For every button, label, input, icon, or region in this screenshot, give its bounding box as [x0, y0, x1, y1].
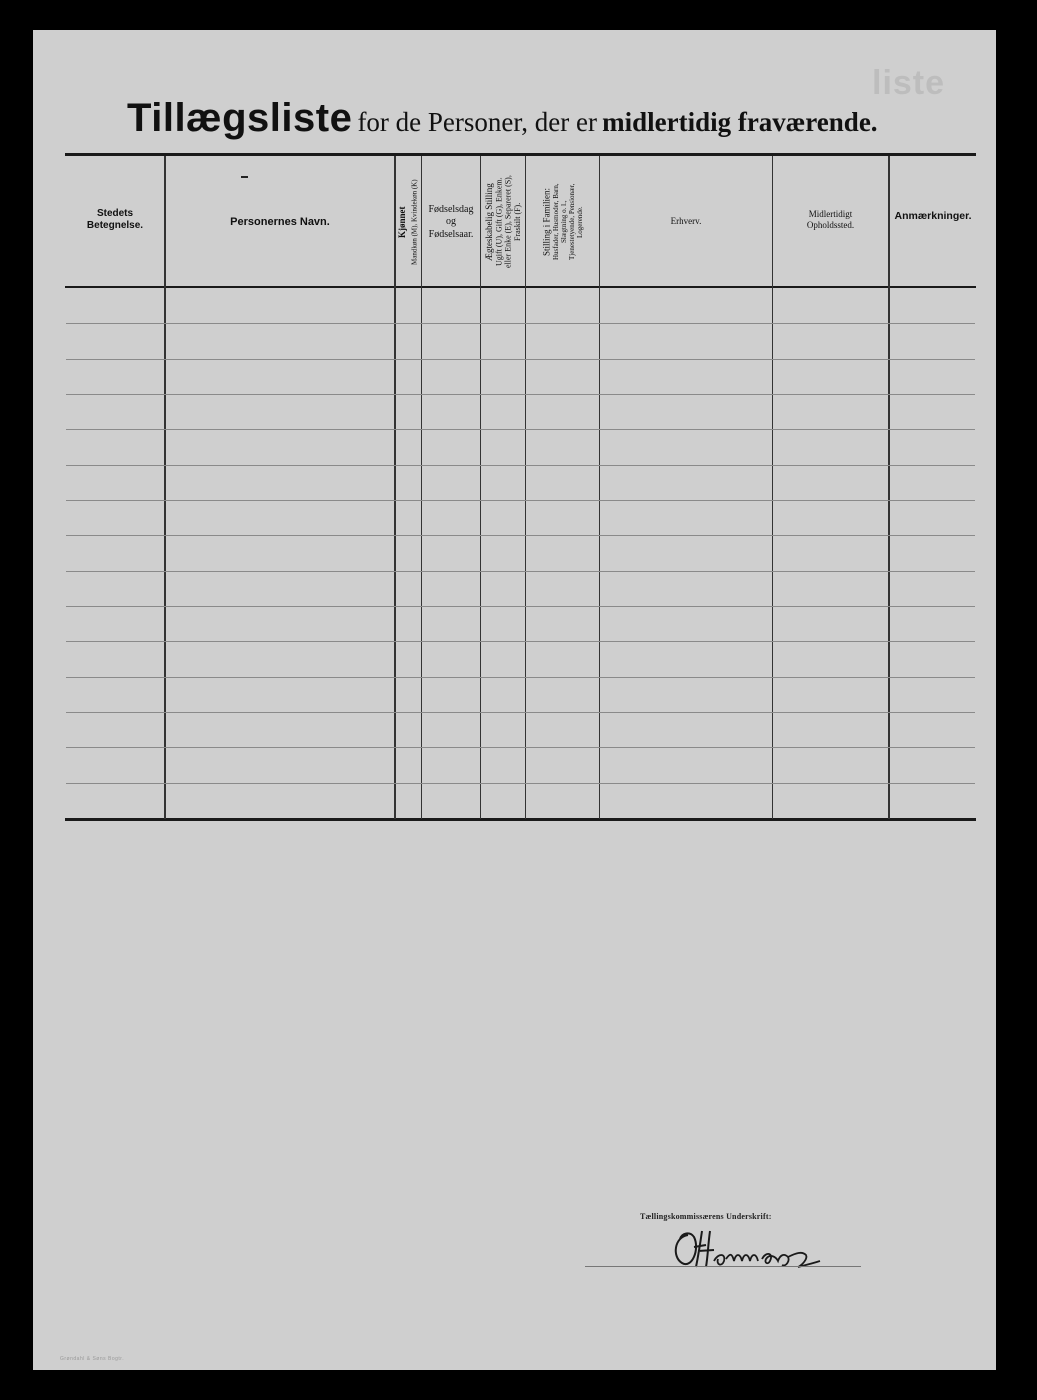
aegt-line4: Fraskilt (F).: [512, 202, 522, 242]
header-tick-mark: [241, 176, 248, 178]
stilling-line3: Slægtning o. l.,: [560, 200, 569, 244]
table-row-line: [66, 641, 975, 642]
table-row-line: [66, 783, 975, 784]
title-part2: midlertidig fraværende.: [602, 107, 878, 137]
column-separator: [888, 156, 890, 819]
table-row-line: [66, 500, 975, 501]
stilling-line5: Logerende.: [576, 206, 585, 238]
handwritten-signature: [670, 1223, 830, 1275]
fodsel-line3: Fødselsaar.: [428, 228, 474, 240]
column-separator: [164, 156, 166, 819]
col-header-stilling: [527, 160, 599, 284]
fodsel-line1: Fødselsdag: [428, 203, 474, 215]
col-header-sted: [66, 200, 164, 240]
title-main: Tillægsliste: [127, 96, 353, 140]
aegt-line3: eller Enke (E), Separeret (S),: [503, 175, 513, 269]
column-separator: [525, 156, 526, 819]
col-header-navn: Personernes Navn.: [230, 216, 330, 229]
table-row-line: [66, 712, 975, 713]
col-header-anm: Anmærkninger.: [894, 210, 972, 223]
title-part1: for de Personer, der er: [357, 107, 597, 137]
col-header-erhverv: Erhverv.: [670, 216, 702, 227]
ophold-line2: Opholdssted.: [806, 220, 855, 230]
stilling-line1: Stilling i Familien:: [541, 188, 552, 257]
table-row-line: [66, 323, 975, 324]
printer-mark: Grøndahl & Søns Bogtr.: [60, 1356, 125, 1362]
col-header-kjon-main: Kjønnet: [396, 206, 407, 238]
col-header-kjon-sub: Mandkøn (M), Kvindekøn (K): [410, 179, 419, 265]
table-bottom-border: [65, 818, 976, 821]
stilling-line4: Tjenestetyende, Pensionær,: [568, 183, 577, 261]
col-header-ophold: [773, 200, 888, 240]
column-separator: [421, 156, 422, 819]
stilling-line2: Husfader, Husmoder, Barn,: [552, 183, 561, 261]
table-row-line: [66, 677, 975, 678]
table-row-line: [66, 606, 975, 607]
signature-line: [585, 1266, 861, 1267]
col-header-fodsel: [422, 195, 480, 250]
form-title: [127, 96, 878, 141]
column-separator: [480, 156, 481, 819]
header-bottom-border: [65, 286, 976, 288]
sted-line2: Betegnelse.: [86, 220, 144, 231]
column-separator: [772, 156, 773, 819]
table-row-line: [66, 429, 975, 430]
table-row-line: [66, 359, 975, 360]
table-row-line: [66, 465, 975, 466]
table-row-line: [66, 394, 975, 395]
bleed-through-text: liste: [872, 64, 946, 102]
table-row-line: [66, 571, 975, 572]
col-header-aegt: [482, 160, 524, 284]
aegt-line1: Ægteskabelig Stilling: [484, 183, 495, 261]
sted-line1: Stedets: [96, 207, 134, 219]
table-top-border: [65, 153, 976, 156]
fodsel-line2: og: [446, 216, 456, 228]
column-separator: [599, 156, 600, 819]
signature-label: Tællingskommissærens Underskrift:: [640, 1212, 772, 1221]
aegt-line2: Ugift (U), Gift (G), Enkem.: [494, 177, 504, 267]
table-row-line: [66, 535, 975, 536]
ophold-line1: Midlertidigt: [808, 208, 853, 219]
table-row-line: [66, 747, 975, 748]
